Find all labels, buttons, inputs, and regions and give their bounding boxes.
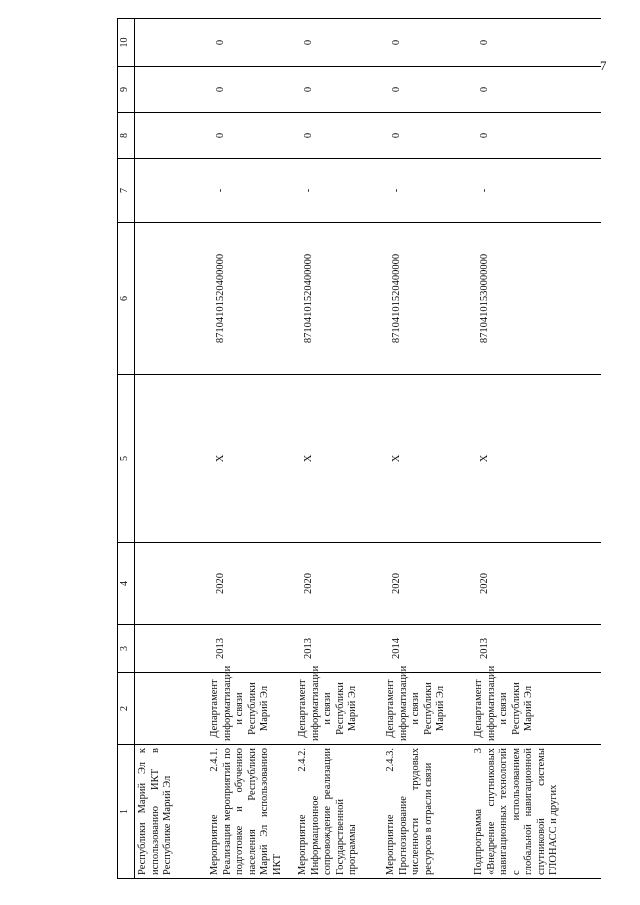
start-year	[135, 625, 208, 673]
table-row	[135, 19, 208, 879]
end-year: 2020	[207, 543, 295, 625]
column-header: 5	[118, 375, 135, 543]
column-header: 9	[118, 67, 135, 113]
activity-name: Подпрограмма 3 «Внедрение спутниковых навигационных технологий с использованием глобальной навигационной спутниковой системы ГЛОНАСС и других	[471, 745, 601, 879]
activity-name: Мероприятие 2.4.1. Реализация мероприятий по подготовке и обучению населения Республики Марий Эл использованию ИКТ	[207, 745, 295, 879]
col10-value	[135, 19, 208, 67]
col8-value: 0	[295, 113, 383, 159]
end-year: 2020	[383, 543, 471, 625]
col5-value: X	[383, 375, 471, 543]
budget-code: 87104101520400000	[207, 223, 295, 375]
executor: Департамент информатизации и связи Республики Марий Эл	[383, 673, 471, 745]
col10-value: 0	[383, 19, 471, 67]
col7-value	[135, 159, 208, 223]
col9-value: 0	[207, 67, 295, 113]
col8-value: 0	[471, 113, 601, 159]
col9-value	[135, 67, 208, 113]
column-header: 8	[118, 113, 135, 159]
executor: Департамент информатизации и связи Республики Марий Эл	[295, 673, 383, 745]
budget-code: 87104101520400000	[383, 223, 471, 375]
col5-value: X	[471, 375, 601, 543]
col5-value	[135, 375, 208, 543]
end-year: 2020	[471, 543, 601, 625]
col7-value: -	[471, 159, 601, 223]
col7-value: -	[207, 159, 295, 223]
budget-code: 87104101530000000	[471, 223, 601, 375]
column-header: 3	[118, 625, 135, 673]
col8-value: 0	[207, 113, 295, 159]
table-row	[295, 19, 383, 879]
column-header: 2	[118, 673, 135, 745]
column-number-row	[118, 19, 135, 879]
col7-value: -	[295, 159, 383, 223]
col7-value: -	[383, 159, 471, 223]
program-table	[117, 18, 601, 879]
activity-name: Мероприятие 2.4.3. Прогнозирование численности трудовых ресурсов в отрасли связи	[383, 745, 471, 879]
col5-value: X	[295, 375, 383, 543]
start-year: 2013	[207, 625, 295, 673]
col10-value: 0	[471, 19, 601, 67]
activity-name: Мероприятие 2.4.2. Информационное сопровождение реализации Государственной программы	[295, 745, 383, 879]
col8-value	[135, 113, 208, 159]
executor	[135, 673, 208, 745]
budget-code	[135, 223, 208, 375]
column-header: 7	[118, 159, 135, 223]
end-year	[135, 543, 208, 625]
executor: Департамент информатизации и связи Республики Марий Эл	[471, 673, 601, 745]
col9-value: 0	[295, 67, 383, 113]
rotated-table-container	[117, 19, 589, 879]
page-number: 7	[600, 58, 607, 73]
column-header: 1	[118, 745, 135, 879]
col5-value: X	[207, 375, 295, 543]
start-year: 2013	[471, 625, 601, 673]
budget-code: 87104101520400000	[295, 223, 383, 375]
col10-value: 0	[295, 19, 383, 67]
col9-value: 0	[383, 67, 471, 113]
col9-value: 0	[471, 67, 601, 113]
table-row	[471, 19, 601, 879]
table-row	[383, 19, 471, 879]
end-year: 2020	[295, 543, 383, 625]
col8-value: 0	[383, 113, 471, 159]
col10-value: 0	[207, 19, 295, 67]
executor: Департамент информатизации и связи Республики Марий Эл	[207, 673, 295, 745]
column-header: 6	[118, 223, 135, 375]
column-header: 4	[118, 543, 135, 625]
column-header: 10	[118, 19, 135, 67]
table-row	[207, 19, 295, 879]
start-year: 2013	[295, 625, 383, 673]
activity-name: Республики Марий Эл к использованию ИКТ в Республике Марий Эл	[135, 745, 208, 879]
start-year: 2014	[383, 625, 471, 673]
